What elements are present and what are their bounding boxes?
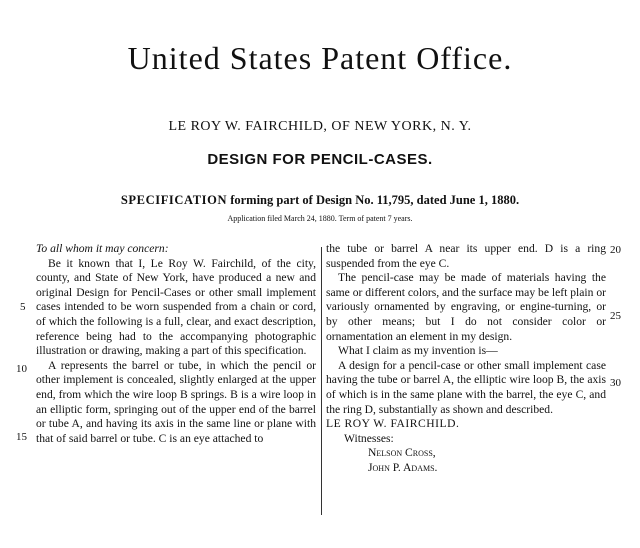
design-title: DESIGN FOR PENCIL-CASES. xyxy=(207,151,433,168)
line-number-10: 10 xyxy=(16,363,27,375)
claim-text: A design for a pencil-case or other small implement case having the tube or barrel A, the elliptic wire loop B, the axis of which is in the same plane with the barrel, the eye C, and the ring D, substantially as shown and described. xyxy=(326,358,606,416)
left-paragraph-2: A represents the barrel or tube, in which the pencil or other implement is concealed, slightly enlarged at the upper end, from which the wire loop B springs. B is a wire loop in an elliptic form, springing out of the upper end of the barrel or tube A, and having its axis in the same line or plane with that of said barrel or tube. C is an eye attached to xyxy=(36,358,316,445)
claim-intro: What I claim as my invention is— xyxy=(338,344,498,358)
line-number-30: 30 xyxy=(610,377,621,389)
witness-2: John P. Adams. xyxy=(368,460,438,474)
line-number-5: 5 xyxy=(20,301,26,313)
column-divider xyxy=(321,247,322,515)
inventor-signature: LE ROY W. FAIRCHILD. xyxy=(326,417,460,431)
left-paragraph-1: Be it known that I, Le Roy W. Fairchild, of the city, county, and State of New York, have produced a new and original Design for Pencil-Cases or other small implement cases intended to be worn suspended from a chain or cord, of which the following is a full, clear, and exact description, reference being had to the accompanying photographic illustration or drawing, making a part of this specification. xyxy=(36,256,316,358)
left-column xyxy=(36,242,316,446)
line-number-15: 15 xyxy=(16,431,27,443)
right-paragraph-1: the tube or barrel A near its upper end. D is a ring suspended from the eye C. xyxy=(326,242,606,270)
line-number-25: 25 xyxy=(610,310,621,322)
right-paragraph-2: The pencil-case may be made of materials having the same or different colors, and the surface may be left plain or variously ornamented by engraving, or engine-turning, or by other means; but I do not consider color or ornamentation an element in my design. xyxy=(326,271,606,343)
salutation: To all whom it may concern: xyxy=(36,242,169,255)
specification-text: forming part of Design No. 11,795, dated June 1, 1880. xyxy=(230,193,520,207)
office-title: United States Patent Office. xyxy=(127,40,513,76)
application-line: Application filed March 24, 1880. Term of patent 7 years. xyxy=(227,214,413,223)
line-number-20: 20 xyxy=(610,244,621,256)
right-column xyxy=(326,242,606,476)
witness-1: Nelson Cross, xyxy=(368,446,436,460)
witnesses-label: Witnesses: xyxy=(344,431,394,445)
specification-label: SPECIFICATION xyxy=(120,193,228,207)
inventor-line: LE ROY W. FAIRCHILD, OF NEW YORK, N. Y. xyxy=(168,119,472,134)
specification-line xyxy=(0,193,640,208)
